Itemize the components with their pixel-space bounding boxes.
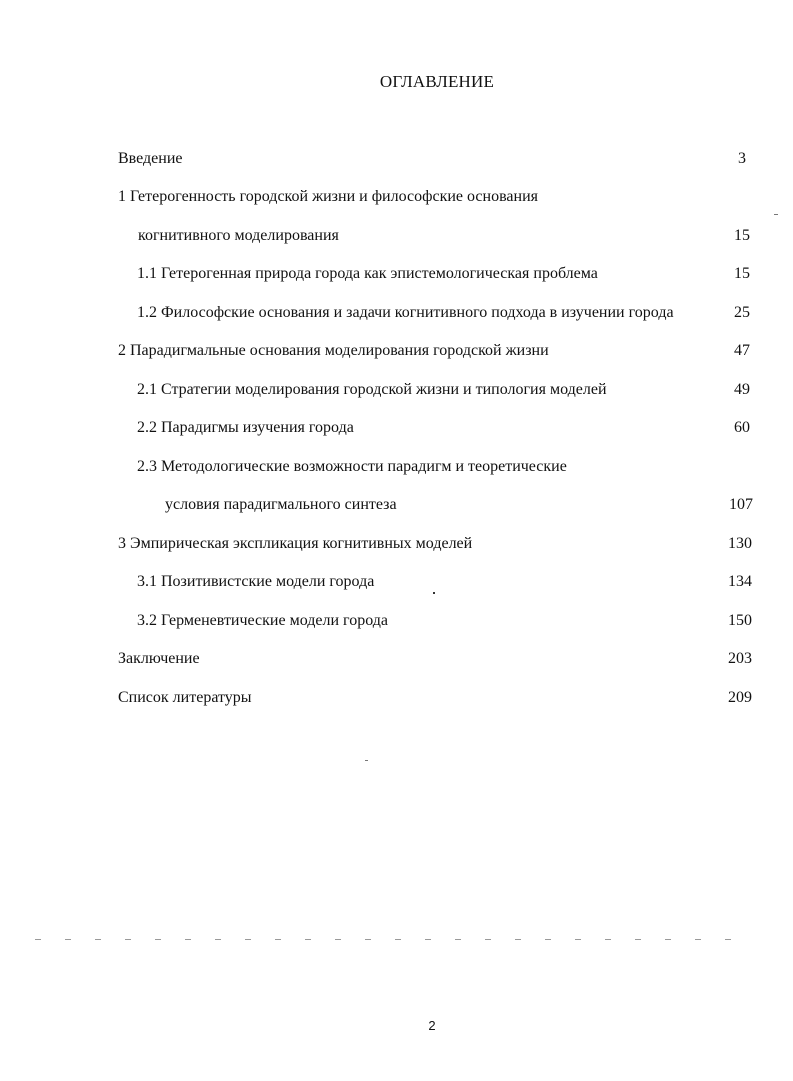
toc-page-number: 49 xyxy=(734,381,750,398)
toc-page-number: 150 xyxy=(728,612,752,629)
toc-page-number: 25 xyxy=(734,304,750,321)
toc-page-number: 130 xyxy=(728,535,752,552)
toc-entry-1-2: 1.2 Философские основания и задачи когнитивного подхода в изучении города xyxy=(137,304,674,321)
toc-page-number: 60 xyxy=(734,419,750,436)
page-number: 2 xyxy=(428,1018,436,1033)
toc-entry-chapter-1: 1 Гетерогенность городской жизни и философские основания xyxy=(118,188,538,205)
toc-entry-introduction: Введение xyxy=(118,150,183,167)
toc-page-number: 3 xyxy=(738,150,746,167)
toc-entry-2-1: 2.1 Стратегии моделирования городской жизни и типология моделей xyxy=(137,381,607,398)
toc-entry-chapter-1-cont: когнитивного моделирования xyxy=(138,227,339,244)
scan-artifact xyxy=(365,760,368,761)
toc-page-number: 47 xyxy=(734,342,750,359)
toc-page-number: 203 xyxy=(728,650,752,667)
scan-artifact-line xyxy=(35,939,735,940)
toc-entry-chapter-3: 3 Эмпирическая экспликация когнитивных моделей xyxy=(118,535,473,552)
toc-page-number: 209 xyxy=(728,689,752,706)
toc-entry-bibliography: Список литературы xyxy=(118,689,252,706)
toc-entry-3-1: 3.1 Позитивистские модели города xyxy=(137,573,375,590)
page-title: ОГЛАВЛЕНИЕ xyxy=(379,72,495,91)
toc-entry-chapter-2: 2 Парадигмальные основания моделирования городской жизни xyxy=(118,342,549,359)
toc-entry-2-3: 2.3 Методологические возможности парадигм и теоретические xyxy=(137,458,567,475)
scan-artifact xyxy=(774,214,778,215)
toc-page-number: 15 xyxy=(734,227,750,244)
toc-entry-3-2: 3.2 Герменевтические модели города xyxy=(137,612,388,629)
toc-entry-2-3-cont: условия парадигмального синтеза xyxy=(165,496,397,513)
toc-page-number: 134 xyxy=(728,573,752,590)
toc-entry-conclusion: Заключение xyxy=(118,650,200,667)
scan-artifact xyxy=(433,592,435,594)
toc-page-number: 15 xyxy=(734,265,750,282)
toc-entry-2-2: 2.2 Парадигмы изучения города xyxy=(137,419,354,436)
toc-entry-1-1: 1.1 Гетерогенная природа города как эпистемологическая проблема xyxy=(137,265,598,282)
toc-page-number: 107 xyxy=(729,496,753,513)
